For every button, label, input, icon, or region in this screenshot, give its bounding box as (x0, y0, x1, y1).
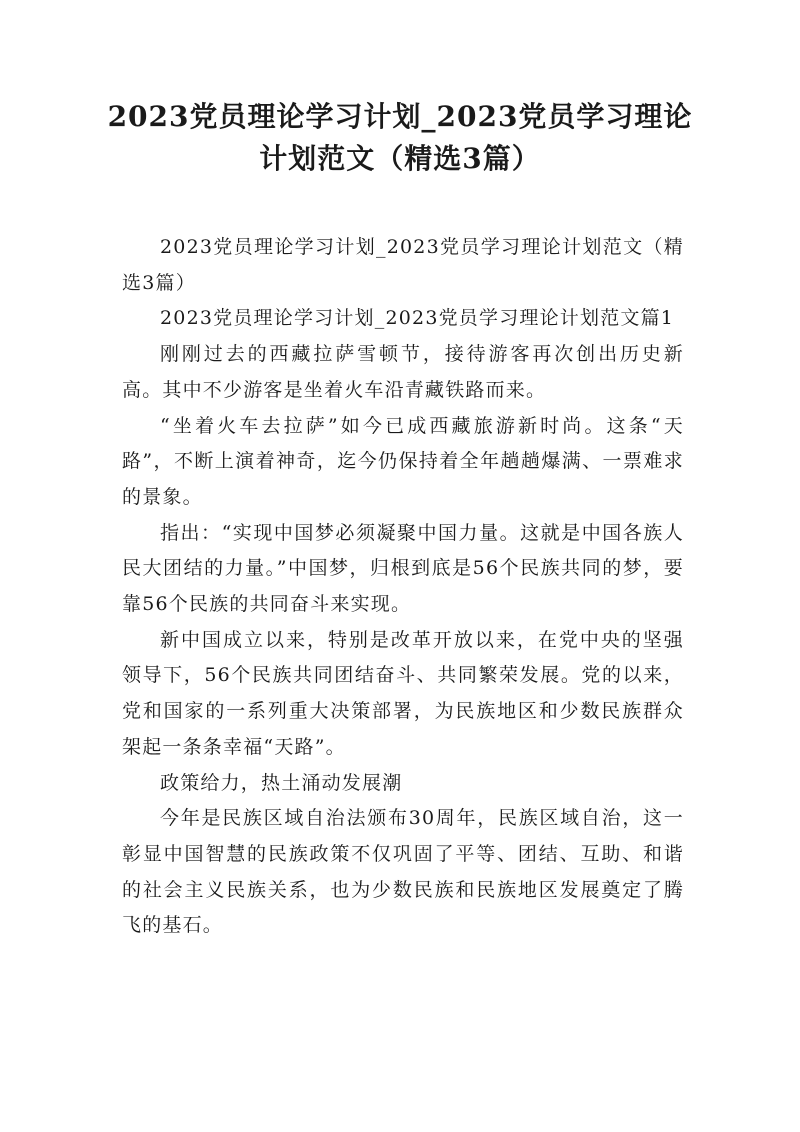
paragraph-intro-title: 2023党员理论学习计划_2023党员学习理论计划范文（精选3篇） (122, 236, 684, 294)
paragraph: 指出：“实现中国梦必须凝聚中国力量。这就是中国各族人民大团结的力量。”中国梦，归根到底是56个民族共同的梦，要靠56个民族的共同奋斗来实现。 (122, 521, 684, 616)
document-title: 2023党员理论学习计划_2023党员学习理论计划范文（精选3篇） (107, 100, 693, 175)
paragraph: 新中国成立以来，特别是改革开放以来，在党中央的坚强领导下，56个民族共同团结奋斗、共同繁荣发展。党的以来，党和国家的一系列重大决策部署，为民族地区和少数民族群众架起一条条幸福“天路”。 (122, 628, 684, 758)
paragraph: 刚刚过去的西藏拉萨雪顿节，接待游客再次创出历史新高。其中不少游客是坐着火车沿青藏铁路而来。 (122, 343, 684, 401)
document-body (122, 230, 684, 944)
paragraph: 今年是民族区域自治法颁布30周年，民族区域自治，这一彰显中国智慧的民族政策不仅巩固了平等、团结、互助、和谐的社会主义民族关系，也为少数民族和民族地区发展奠定了腾飞的基石。 (122, 807, 684, 937)
paragraph: “坐着火车去拉萨”如今已成西藏旅游新时尚。这条“天路”，不断上演着神奇，迄今仍保持着全年趟趟爆满、一票难求的景象。 (122, 414, 684, 508)
paragraph-subheading: 政策给力，热土涌动发展潮 (160, 771, 403, 794)
paragraph-section-heading: 2023党员理论学习计划_2023党员学习理论计划范文篇1 (160, 307, 675, 330)
